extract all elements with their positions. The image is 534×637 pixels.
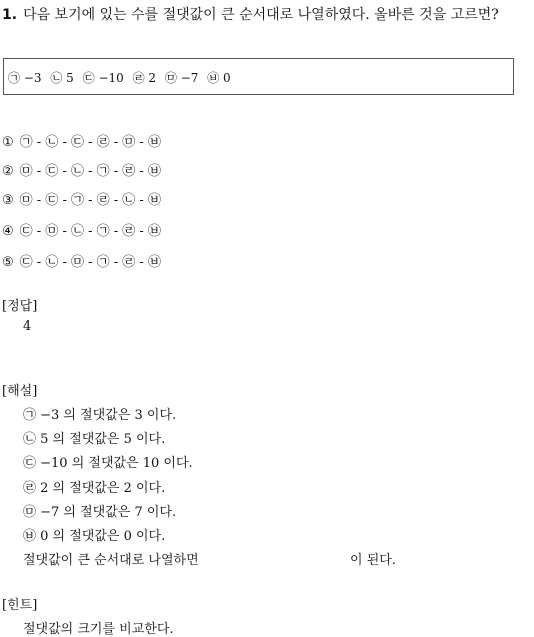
choice-2[interactable] [2, 160, 161, 179]
explanation-final-prefix: 절댓값이 큰 순서대로 나열하면 [23, 553, 199, 568]
choice-5[interactable] [2, 251, 161, 270]
choice-1[interactable] [2, 131, 161, 150]
choice-sequence: ㉢ - ㉡ - ㉤ - ㉠ - ㉣ - ㉥ [19, 255, 161, 270]
choice-number: ③ [2, 193, 14, 208]
choice-4[interactable] [2, 220, 161, 239]
example-box [3, 58, 514, 95]
example-items [8, 69, 236, 86]
answer-value: 4 [23, 319, 32, 334]
question [2, 5, 530, 26]
answer-label: [정답] [2, 299, 38, 314]
choice-sequence: ㉤ - ㉢ - ㉡ - ㉠ - ㉣ - ㉥ [19, 164, 161, 179]
explanation-line: ㉤ −7 의 절댓값은 7 이다. [23, 505, 177, 520]
explanation-line: ㉢ −10 의 절댓값은 10 이다. [23, 456, 193, 471]
example-item: ㉤ −7 [164, 71, 199, 85]
choice-number: ⑤ [2, 255, 14, 270]
explanation-line: ㉣ 2 의 절댓값은 2 이다. [23, 481, 166, 496]
choice-3[interactable] [2, 189, 161, 208]
example-item: ㉢ −10 [82, 71, 124, 85]
choice-number: ① [2, 135, 14, 150]
question-text: 다음 보기에 있는 수를 절댓값이 큰 순서대로 나열하였다. 올바른 것을 고르면? [23, 7, 499, 23]
hint-label: [힌트] [2, 598, 38, 613]
choice-number: ④ [2, 224, 14, 239]
explanation-line: ㉡ 5 의 절댓값은 5 이다. [23, 432, 166, 447]
example-item: ㉠ −3 [8, 71, 42, 85]
explanation-line: ㉠ −3 의 절댓값은 3 이다. [23, 408, 177, 423]
choice-sequence: ㉢ - ㉤ - ㉡ - ㉠ - ㉣ - ㉥ [19, 224, 161, 239]
choice-sequence: ㉤ - ㉢ - ㉠ - ㉣ - ㉡ - ㉥ [19, 193, 161, 208]
explanation-label: [해설] [2, 384, 38, 399]
choice-number: ② [2, 164, 14, 179]
choice-sequence: ㉠ - ㉡ - ㉢ - ㉣ - ㉤ - ㉥ [19, 135, 161, 150]
example-item: ㉡ 5 [50, 71, 74, 85]
question-number: 1. [2, 7, 18, 23]
example-item: ㉥ 0 [207, 71, 231, 85]
explanation-line: ㉥ 0 의 절댓값은 0 이다. [23, 529, 166, 544]
hint-text: 절댓값의 크기를 비교한다. [23, 622, 174, 637]
explanation-final-suffix: 이 된다. [350, 553, 396, 568]
example-item: ㉣ 2 [132, 71, 157, 85]
